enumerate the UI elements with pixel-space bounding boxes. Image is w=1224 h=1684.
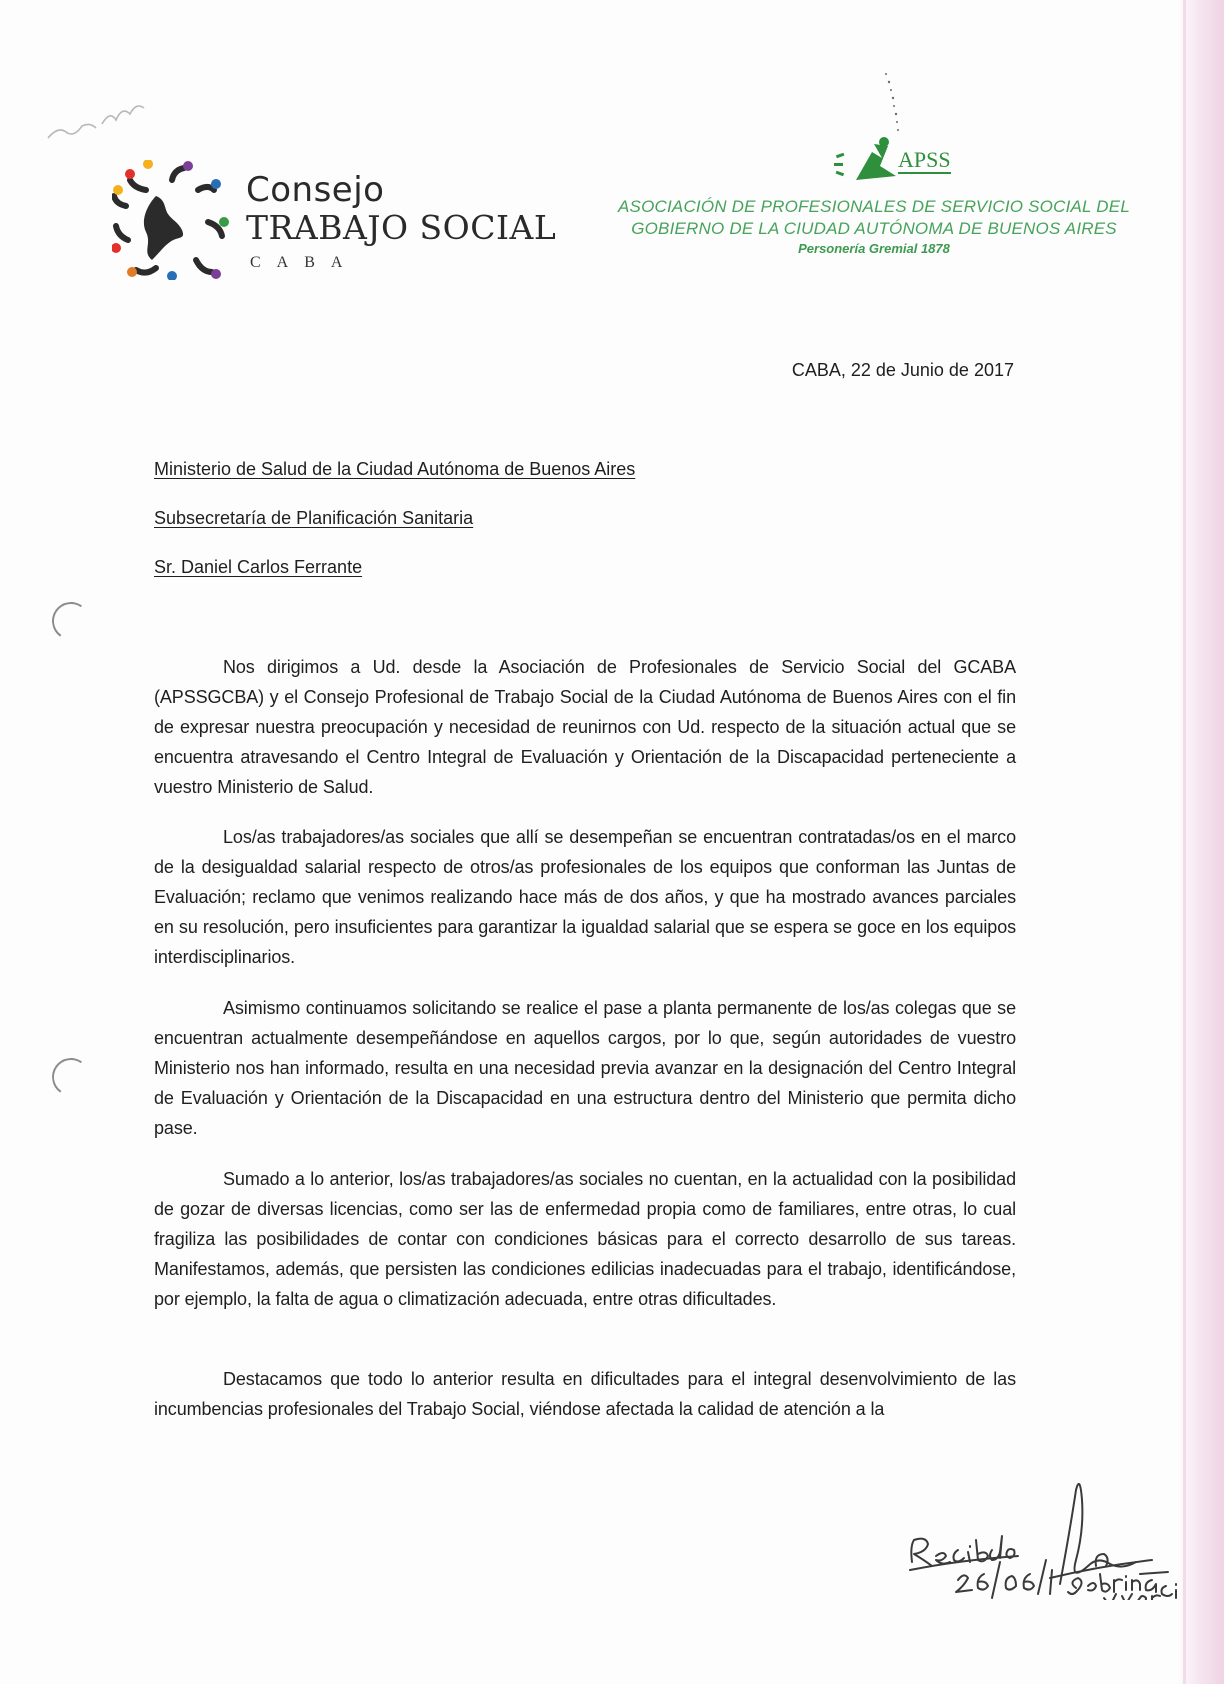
apss-organization-name (594, 196, 1154, 240)
apss-logo (834, 136, 1004, 186)
recipient-subsecretaria: Subsecretaría de Planificación Sanitaria (154, 508, 474, 528)
recipient-ministry: Ministerio de Salud de la Ciudad Autónoma de Buenos Aires (154, 459, 636, 479)
scan-edge-line (1183, 0, 1186, 1684)
logo-word-caba: CABA (250, 254, 359, 271)
punch-hole-top (49, 599, 93, 643)
body-paragraph-5: Destacamos que todo lo anterior resulta en dificultades para el integral desenvolvimiento de las incumbencias profesionales del Trabajo Social, viéndose afectada la calidad de atención a la (154, 1369, 1016, 1419)
letter-date: CABA, 22 de Junio de 2017 (791, 360, 1014, 380)
punch-hole-bottom (49, 1055, 93, 1099)
received-handwritten-signature (900, 1470, 1180, 1600)
logo-word-consejo: Consejo (246, 170, 385, 210)
recipient-person: Sr. Daniel Carlos Ferrante (154, 557, 363, 577)
dot-trail-decoration (880, 70, 910, 140)
body-paragraph-3: Asimismo continuamos solicitando se realice el pase a planta permanente de los/as colegas que se encuentran actualmente desempeñándose en aquellos cargos, por lo que, según autoridades de vuestro Ministerio nos han informado, resulta en una necesidad previa avanzar en la designación del Centro Integral de Evaluación y Orientación de la Discapacidad en una estructura dentro del Ministerio que permita dicho pase. (154, 998, 1016, 1138)
body-paragraph-1: Nos dirigimos a Ud. desde la Asociación de Profesionales de Servicio Social del GCABA (APSSGCBA) y el Consejo Profesional de Trabajo Social de la Ciudad Autónoma de Buenos Aires con el fin de expresar nuestra preocupación y necesidad de reunirnos con Ud. respecto de la situación actual que se encuentra atravesando el Centro Integral de Evaluación y Orientación de la Discapacidad perteneciente a vuestro Ministerio de Salud. (154, 657, 1016, 797)
body-paragraph-4: Sumado a lo anterior, los/as trabajadores/as sociales no cuentan, en la actualidad con la posibilidad de gozar de diversas licencias, como ser las de enfermedad propia como de familiares, entre otras, lo cual fragiliza las posibilidades de contar con condiciones básicas para el correcto desarrollo de sus tareas. Manifestamos, además, que persisten las condiciones edilicias inadecuadas para el trabajo, identificándose, por ejemplo, la falta de agua o climatización adecuada, entre otras dificultades. (154, 1169, 1016, 1309)
apss-personeria: Personería Gremial 1878 (798, 241, 950, 256)
people-circle-map-icon (112, 160, 230, 280)
apss-organization-line-1: ASOCIACIÓN DE PROFESIONALES DE SERVICIO SOCIAL DEL (618, 197, 1130, 216)
apss-brand-text: APSS (898, 147, 951, 172)
apss-figure-icon (834, 136, 904, 186)
body-paragraph-2: Los/as trabajadores/as sociales que allí se desempeñan se encuentran contratadas/os en el marco de la desigualdad salarial respecto de otros/as profesionales de los equipos que conforman las Juntas de Evaluación; reclamo que venimos realizando hace más de dos años, y que ha mostrado avances parciales en su resolución, pero insuficientes para garantizar la igualdad salarial que se espera se goce en los equipos interdisciplinarios. (154, 827, 1016, 967)
logo-word-trabajo-social: TRABAJO SOCIAL (246, 208, 557, 247)
consejo-trabajo-social-logo (112, 160, 557, 290)
corner-pencil-scribble (40, 96, 150, 146)
apss-organization-line-2: GOBIERNO DE LA CIUDAD AUTÓNOMA DE BUENOS AIRES (631, 219, 1117, 238)
